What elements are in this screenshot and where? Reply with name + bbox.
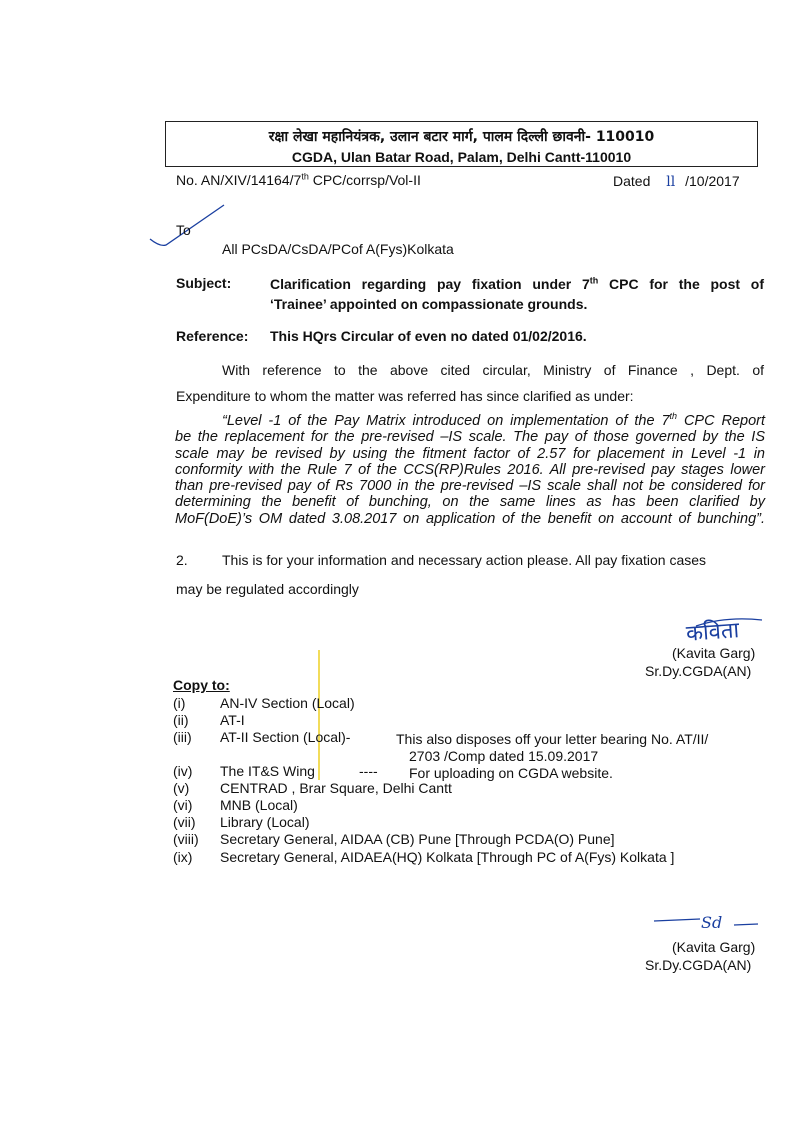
- copy-to-item-text: AT-II Section (Local)-: [220, 729, 351, 745]
- letter-number-main: No. AN/XIV/14164/7: [176, 172, 302, 188]
- copy-to-item-text: AT-I: [220, 712, 245, 728]
- copy-to-item-number: (vii): [173, 814, 196, 830]
- subject-label: Subject:: [176, 275, 232, 291]
- copy-to-item-dash: ----: [359, 763, 378, 779]
- para1-line-2: Expenditure to whom the matter was referred has since clarified as under:: [176, 388, 634, 404]
- copy-to-item-text: The IT&S Wing: [220, 763, 315, 779]
- copy-to-item-text: AN-IV Section (Local): [220, 695, 355, 711]
- copy-to-item-note: For uploading on CGDA website.: [409, 765, 613, 781]
- quote-line-1: [175, 413, 765, 429]
- copy-to-item-text: Library (Local): [220, 814, 310, 830]
- signatory-designation-copy: Sr.Dy.CGDA(AN): [645, 957, 752, 973]
- to-label: To: [176, 222, 191, 238]
- quote-line-2: be the replacement for the pre-revised –IS scale. The pay of those governed by the IS: [175, 429, 765, 446]
- copy-to-item-number: (ix): [173, 849, 193, 865]
- copy-to-item-text: Secretary General, AIDAA (CB) Pune [Through PCDA(O) Pune]: [220, 831, 615, 847]
- signature-stroke: [676, 612, 766, 642]
- quote-line-7: MoF(DoE)’s OM dated 3.08.2017 on application of the benefit on account of bunching”.: [175, 510, 765, 527]
- signatory-designation: Sr.Dy.CGDA(AN): [645, 663, 752, 679]
- date-day-handwritten: ll: [666, 174, 676, 190]
- subject-line-2: ‘Trainee’ appointed on compassionate grounds.: [270, 296, 588, 312]
- copy-to-heading: Copy to:: [173, 677, 230, 693]
- para2-line-2: may be regulated accordingly: [176, 581, 359, 597]
- reference-text: This HQrs Circular of even no dated 01/02/2016.: [270, 328, 587, 344]
- copy-to-item-number: (iv): [173, 763, 193, 779]
- signatory-name: (Kavita Garg): [672, 645, 756, 661]
- letter-number: [176, 172, 421, 188]
- reference-label: Reference:: [176, 328, 249, 344]
- subject-line-1-main: Clarification regarding pay fixation under 7: [270, 276, 590, 292]
- copy-to-item-number: (i): [173, 695, 186, 711]
- quoted-clarification: [175, 413, 765, 527]
- letterhead-hindi: रक्षा लेखा महानियंत्रक, उलान बटार मार्ग, पालम दिल्ली छावनी- 110010: [268, 129, 655, 145]
- copy-to-item-text: CENTRAD , Brar Square, Delhi Cantt: [220, 780, 452, 796]
- signature-handwritten: कविता: [685, 618, 740, 647]
- copy-to-item-note-cont: 2703 /Comp dated 15.09.2017: [409, 748, 599, 764]
- subject-line-1: [270, 276, 764, 292]
- date-label: Dated: [613, 173, 651, 189]
- letterhead-box: [165, 121, 758, 167]
- quote-line-4: conformity with the Rule 7 of the CCS(RP)Rules 2016. All pre-revised pay stages lower: [175, 461, 765, 478]
- letterhead-english: CGDA, Ulan Batar Road, Palam, Delhi Cantt-110010: [291, 149, 632, 165]
- letter-date: [613, 173, 740, 190]
- subject-line-1-tail: CPC for the post of: [598, 276, 764, 292]
- quote-line-1-tail: CPC Report: [677, 413, 765, 429]
- quote-line-1-sup: th: [669, 411, 678, 422]
- copy-to-item-number: (v): [173, 780, 190, 796]
- para2-number: 2.: [176, 552, 188, 568]
- highlighter-mark: [318, 650, 320, 780]
- copy-to-item-note: This also disposes off your letter bearing No. AT/II/: [396, 731, 709, 747]
- letter-number-sup: th: [301, 171, 309, 182]
- quote-line-6: determining the benefit of bunching, on the same lines as has been clarified by: [175, 494, 765, 511]
- copy-to-item-number: (ii): [173, 712, 189, 728]
- copy-to-item-number: (vi): [173, 797, 193, 813]
- copy-to-item-number: (viii): [173, 831, 199, 847]
- sd-signature-handwritten: Sd: [701, 913, 723, 932]
- quote-line-3: scale may be revised by using the fitment factor of 2.57 for placement in Level -1 in: [175, 445, 765, 462]
- quote-line-1-main: “Level -1 of the Pay Matrix introduced on implementation of the 7: [222, 413, 670, 429]
- subject-line-1-sup: th: [589, 275, 599, 286]
- copy-to-item-number: (iii): [173, 729, 192, 745]
- quote-line-5: than pre-revised pay of Rs 7000 in the pre-revised –IS scale shall not be considered for: [175, 478, 765, 495]
- addressee: All PCsDA/CsDA/PCof A(Fys)Kolkata: [222, 241, 454, 257]
- para2-line-1: This is for your information and necessary action please. All pay fixation cases: [222, 552, 707, 568]
- copy-to-item-text: MNB (Local): [220, 797, 298, 813]
- signatory-name-copy: (Kavita Garg): [672, 939, 756, 955]
- copy-to-item-text: Secretary General, AIDAEA(HQ) Kolkata [Through PC of A(Fys) Kolkata ]: [220, 849, 675, 865]
- para1-line-1: With reference to the above cited circular, Ministry of Finance , Dept. of: [222, 362, 764, 378]
- date-rest: /10/2017: [685, 173, 740, 189]
- letter-number-tail: CPC/corrsp/Vol-II: [308, 172, 421, 188]
